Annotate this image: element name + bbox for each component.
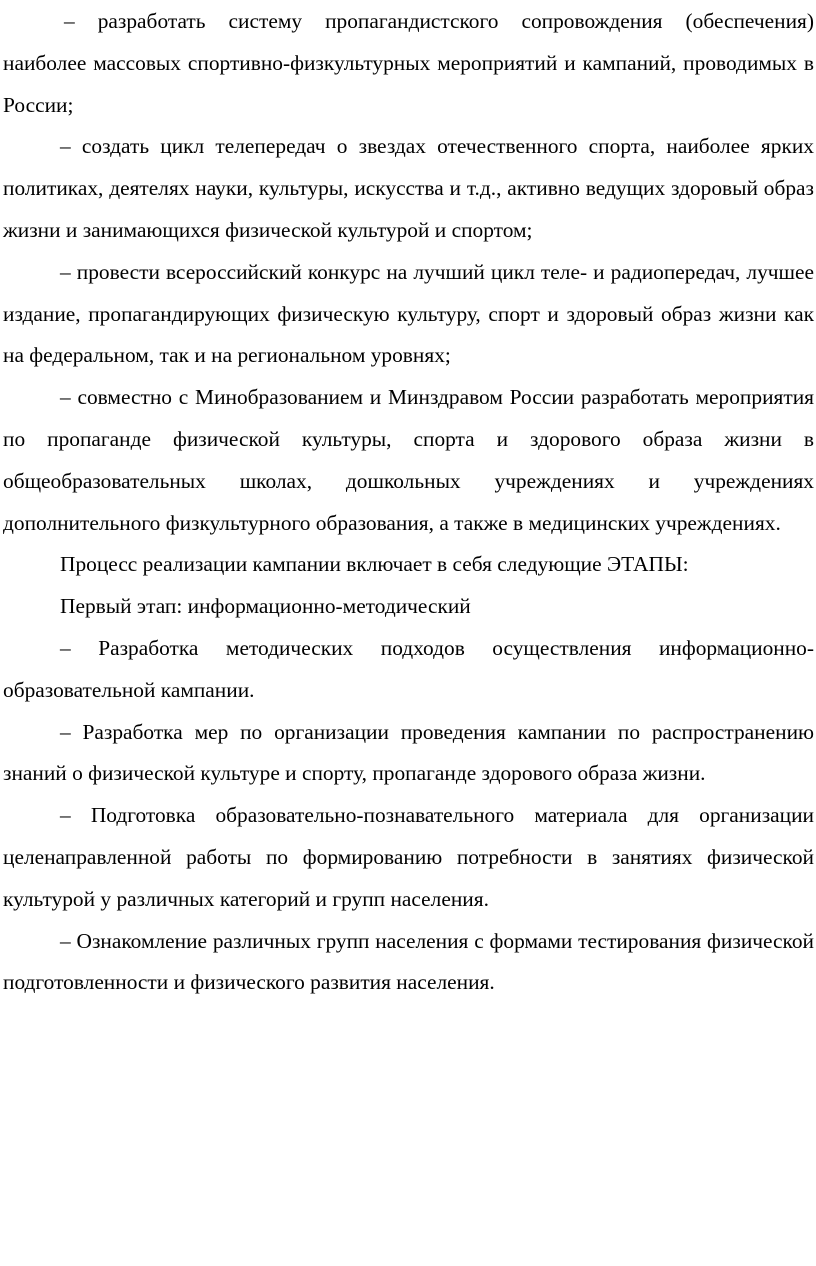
paragraph-knowledge-spread: – Разработка мер по организации проведения кампании по распространению знаний о физической культуре и спорту, пропаганде здорового образа жизни. bbox=[3, 719, 814, 786]
document-body bbox=[3, 1, 814, 1004]
paragraph-tv-series: – создать цикл телепередач о звездах отечественного спорта, наиболее ярких политиках, деятелях науки, культуры, искусства и т.д., активно ведущих здоровый образ жизни и занимающихся физической культурой и спортом; bbox=[3, 134, 814, 242]
paragraph-competition: – провести всероссийский конкурс на лучший цикл теле- и радиопередач, лучшее издание, пропагандирующих физическую культуру, спорт и здоровый образ жизни как на федеральном, так и на региональном уровнях; bbox=[3, 259, 814, 368]
paragraph-educational-material: – Подготовка образовательно-познавательного материала для организации целенаправленной работы по формированию потребности в занятиях физической культурой у различных категорий и групп населения. bbox=[3, 803, 814, 911]
paragraph-stages-intro: Процесс реализации кампании включает в себя следующие ЭТАПЫ: bbox=[60, 552, 689, 577]
paragraph-methodology: – Разработка методических подходов осуществления информационно-образовательной кампании. bbox=[3, 635, 814, 702]
paragraph-first-stage: Первый этап: информационно-методический bbox=[60, 594, 471, 619]
paragraph-fitness-testing: – Ознакомление различных групп населения с формами тестирования физической подготовленности и физического развития населения. bbox=[3, 928, 814, 995]
paragraph-education-health: – совместно с Минобразованием и Минздравом России разработать мероприятия по пропаганде физической культуры, спорта и здорового образа жизни в общеобразовательных школах, дошкольных учреждениях и учреждениях дополнительного физкультурного образования, а также в медицинских учреждениях. bbox=[3, 385, 814, 535]
paragraph-propaganda-support: – разработать систему пропагандистского сопровождения (обеспечения) наиболее массовых спортивно-физкультурных мероприятий и кампаний, проводимых в России; bbox=[3, 9, 814, 117]
